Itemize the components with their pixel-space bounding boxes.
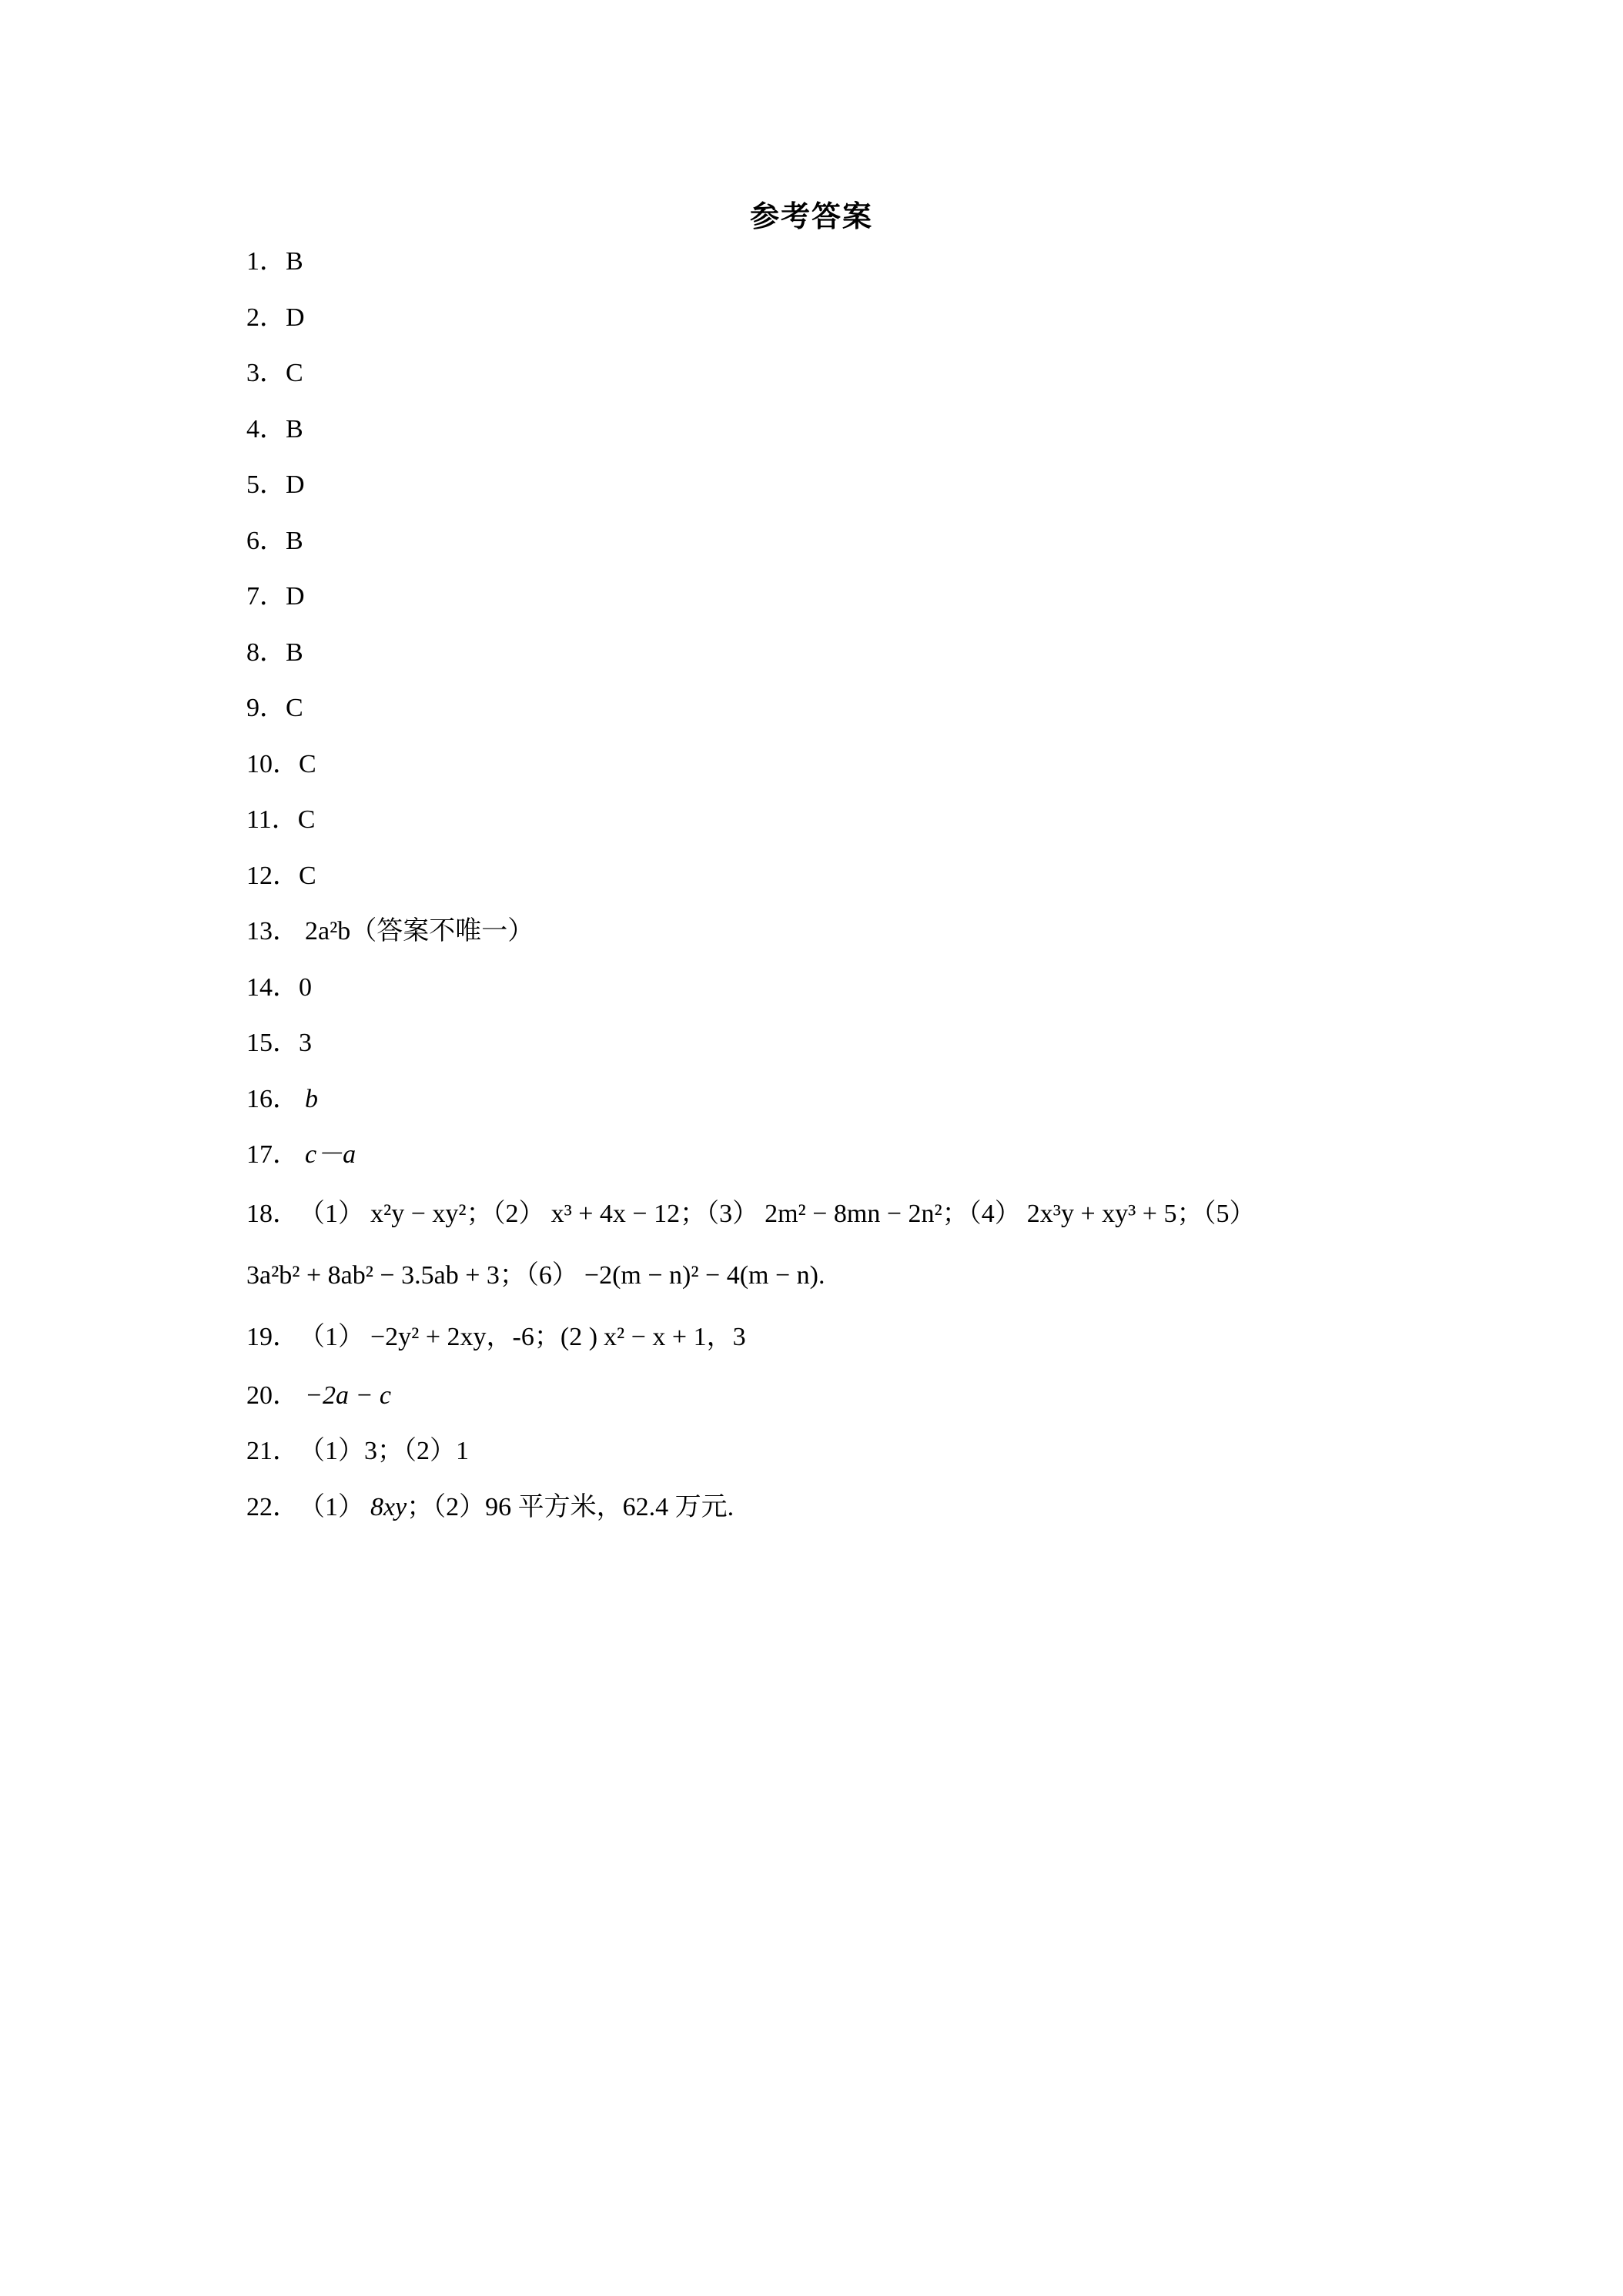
answer-item-17 xyxy=(246,1127,1401,1183)
answer-math: c－a xyxy=(305,1140,356,1169)
answer-number: 5． xyxy=(246,470,286,499)
answer-text: D xyxy=(286,470,305,499)
answer-number: 13． xyxy=(246,917,299,946)
part-value: 3 xyxy=(732,1322,746,1351)
answer-number: 12． xyxy=(246,861,299,890)
answer-text: C xyxy=(297,805,316,834)
answer-math: −2a − c xyxy=(305,1381,391,1410)
answer-item-9 xyxy=(246,681,1401,737)
answer-item-7 xyxy=(246,569,1401,625)
answer-item-20 xyxy=(246,1368,1401,1424)
answer-number: 11． xyxy=(246,805,298,834)
part-label: （5） xyxy=(1203,1199,1256,1228)
answer-item-18-line2 xyxy=(246,1245,1401,1307)
answer-number: 7． xyxy=(246,582,286,611)
page-title: 参考答案 xyxy=(749,201,873,233)
answer-item-5 xyxy=(246,457,1401,514)
part-label: （4） xyxy=(968,1199,1021,1228)
answer-number: 16． xyxy=(246,1084,299,1113)
part-math: x² − x + 1 xyxy=(604,1322,707,1351)
answer-item-13 xyxy=(246,904,1401,960)
answer-number: 2． xyxy=(246,303,286,332)
answer-text: B xyxy=(286,247,303,276)
answer-item-11 xyxy=(246,792,1401,848)
answer-item-10 xyxy=(246,737,1401,793)
answer-number: 10． xyxy=(246,749,299,778)
answer-item-4 xyxy=(246,402,1401,458)
answer-item-8 xyxy=(246,625,1401,681)
answer-text: ；（2）96 平方米，62.4 万元. xyxy=(407,1492,735,1521)
part-math: 2m² − 8mn − 2n² xyxy=(765,1199,942,1228)
part-label: （1） xyxy=(299,1199,364,1228)
part-math: −2(m − n)² − 4(m − n) xyxy=(584,1260,818,1290)
answer-item-14 xyxy=(246,960,1401,1016)
part-sep: ； xyxy=(534,1322,561,1351)
answer-number: 22． xyxy=(246,1492,299,1521)
part-sep: . xyxy=(818,1260,825,1290)
answer-number: 6． xyxy=(246,526,286,555)
answer-number: 9． xyxy=(246,694,286,722)
answer-item-18-line1 xyxy=(246,1183,1401,1245)
answer-math: 8xy xyxy=(370,1492,407,1521)
part-math: x²y − xy² xyxy=(370,1199,467,1228)
part-sep: ； xyxy=(499,1260,526,1290)
answer-text: D xyxy=(286,303,305,332)
answer-text: C xyxy=(299,749,316,778)
answer-text: C xyxy=(299,861,316,890)
answer-number: 8． xyxy=(246,638,286,667)
answer-number: 17． xyxy=(246,1140,299,1169)
answer-number: 20． xyxy=(246,1381,299,1410)
answer-text: （1） xyxy=(299,1492,364,1521)
part-sep: ； xyxy=(942,1199,969,1228)
answer-text: C xyxy=(286,359,303,387)
part-label: （1） xyxy=(299,1322,364,1351)
answer-text: （1）3；（2）1 xyxy=(299,1437,469,1465)
part-sep: ； xyxy=(466,1199,493,1228)
part-label: (2 ) xyxy=(560,1322,598,1351)
answer-number: 15． xyxy=(246,1029,299,1057)
answer-item-1 xyxy=(246,234,1401,290)
answer-number: 3． xyxy=(246,359,286,387)
part-label: （2） xyxy=(492,1199,545,1228)
part-label: （6） xyxy=(525,1260,578,1290)
part-math: x³ + 4x − 12 xyxy=(550,1199,681,1228)
answer-item-6 xyxy=(246,514,1401,570)
part-sep: ； xyxy=(1176,1199,1203,1228)
part-value: -6 xyxy=(512,1322,534,1351)
answer-math: 2a²b xyxy=(305,917,351,946)
answer-text: C xyxy=(286,694,303,722)
answer-number: 4． xyxy=(246,414,286,443)
answer-item-16 xyxy=(246,1072,1401,1128)
answer-list xyxy=(246,234,1401,1535)
part-label: （3） xyxy=(706,1199,759,1228)
answer-text: D xyxy=(286,582,305,611)
answer-text: B xyxy=(286,414,303,443)
answer-text: 3 xyxy=(299,1029,312,1057)
answer-item-19 xyxy=(246,1307,1401,1368)
part-math: 3a²b² + 8ab² − 3.5ab + 3 xyxy=(246,1260,500,1290)
answer-number: 1． xyxy=(246,247,286,276)
answer-item-15 xyxy=(246,1016,1401,1072)
answer-item-12 xyxy=(246,848,1401,905)
answer-text: 0 xyxy=(299,972,312,1002)
answer-item-21 xyxy=(246,1424,1401,1480)
answer-number: 14． xyxy=(246,972,299,1002)
part-sep: ； xyxy=(680,1199,707,1228)
part-math: 2x³y + xy³ + 5 xyxy=(1026,1199,1177,1228)
answer-math: b xyxy=(305,1084,318,1113)
answer-text: B xyxy=(286,638,303,667)
answer-number: 21． xyxy=(246,1437,299,1465)
answer-number: 18． xyxy=(246,1199,299,1228)
answer-number: 19． xyxy=(246,1322,299,1351)
part-sep: ， xyxy=(486,1322,513,1351)
answer-note: （答案不唯一） xyxy=(350,917,534,946)
answer-text: B xyxy=(286,526,303,555)
answer-item-2 xyxy=(246,290,1401,346)
part-math: −2y² + 2xy xyxy=(370,1322,487,1351)
answer-item-22 xyxy=(246,1480,1401,1536)
part-sep: ， xyxy=(706,1322,733,1351)
answer-item-3 xyxy=(246,346,1401,402)
